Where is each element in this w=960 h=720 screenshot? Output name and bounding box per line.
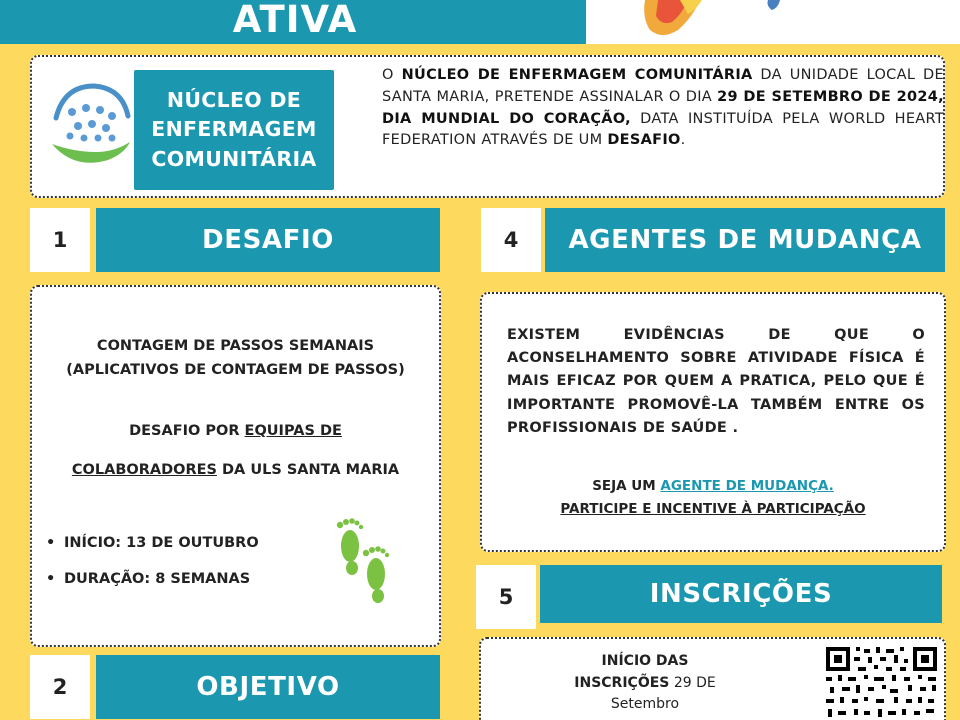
section-4-title: AGENTES DE MUDANÇA (545, 208, 945, 272)
section-5-title: INSCRIÇÕES (540, 565, 942, 623)
bullet-start-date: • INÍCIO: 13 DE OUTUBRO (46, 535, 259, 551)
inscricoes-text: INÍCIO DAS INSCRIÇÕES 29 DE Setembro (574, 653, 716, 713)
bullet-duration: • DURAÇÃO: 8 SEMANAS (46, 571, 250, 587)
agentes-cta-1: SEJA UM AGENTE DE MUDANÇA. (592, 478, 834, 494)
intro-text: O NÚCLEO DE ENFERMAGEM COMUNITÁRIA DA UNIDADE LOCAL DE SANTA MARIA, PRETENDE ASSINALAR O DIA 29 DE SETEMBRO DE 2024, DIA MUNDIAL DO CORAÇÃO, DATA INSTITUÍDA PELA WORLD HEART FEDERATION ATRAVÉS DE UM DESAFIO. (382, 67, 944, 149)
logo-line-2: ENFERMAGEM (151, 117, 317, 142)
section-4-number: 4 (481, 208, 541, 272)
nursing-community-logo-icon (44, 78, 134, 173)
page-title: ATIVA (232, 0, 358, 41)
footprints-icon (330, 514, 400, 609)
agentes-link[interactable]: AGENTE DE MUDANÇA. (660, 478, 834, 494)
header-decoration-image (640, 0, 790, 40)
logo-title-box (134, 70, 334, 190)
section-5-number: 5 (476, 565, 536, 629)
qr-code-icon[interactable] (824, 645, 939, 720)
section-1-number: 1 (30, 208, 90, 272)
agentes-text: EXISTEM EVIDÊNCIAS DE QUE O ACONSELHAMENTO SOBRE ATIVIDADE FÍSICA É MAIS EFICAZ POR QUEM A PRATICA, PELO QUE É IMPORTANTE PROMOVÊ-LA TAMBÉM ENTRE OS PROFISSIONAIS DE SAÚDE . (507, 327, 925, 436)
agentes-cta-2: PARTICIPE E INCENTIVE À PARTICIPAÇÃO (560, 501, 866, 517)
desafio-line-1: CONTAGEM DE PASSOS SEMANAIS (96, 338, 375, 354)
logo-line-3: COMUNITÁRIA (151, 146, 317, 171)
logo-line-1: NÚCLEO DE (166, 88, 302, 113)
section-2-number: 2 (30, 655, 90, 719)
section-1-title: DESAFIO (96, 208, 440, 272)
section-2-title: OBJETIVO (96, 655, 440, 719)
desafio-line-4: COLABORADORES DA ULS SANTA MARIA (71, 462, 400, 478)
desafio-line-3: DESAFIO POR EQUIPAS DE (129, 423, 342, 439)
desafio-line-2: (APLICATIVOS DE CONTAGEM DE PASSOS) (66, 362, 405, 378)
header-banner (0, 0, 960, 44)
